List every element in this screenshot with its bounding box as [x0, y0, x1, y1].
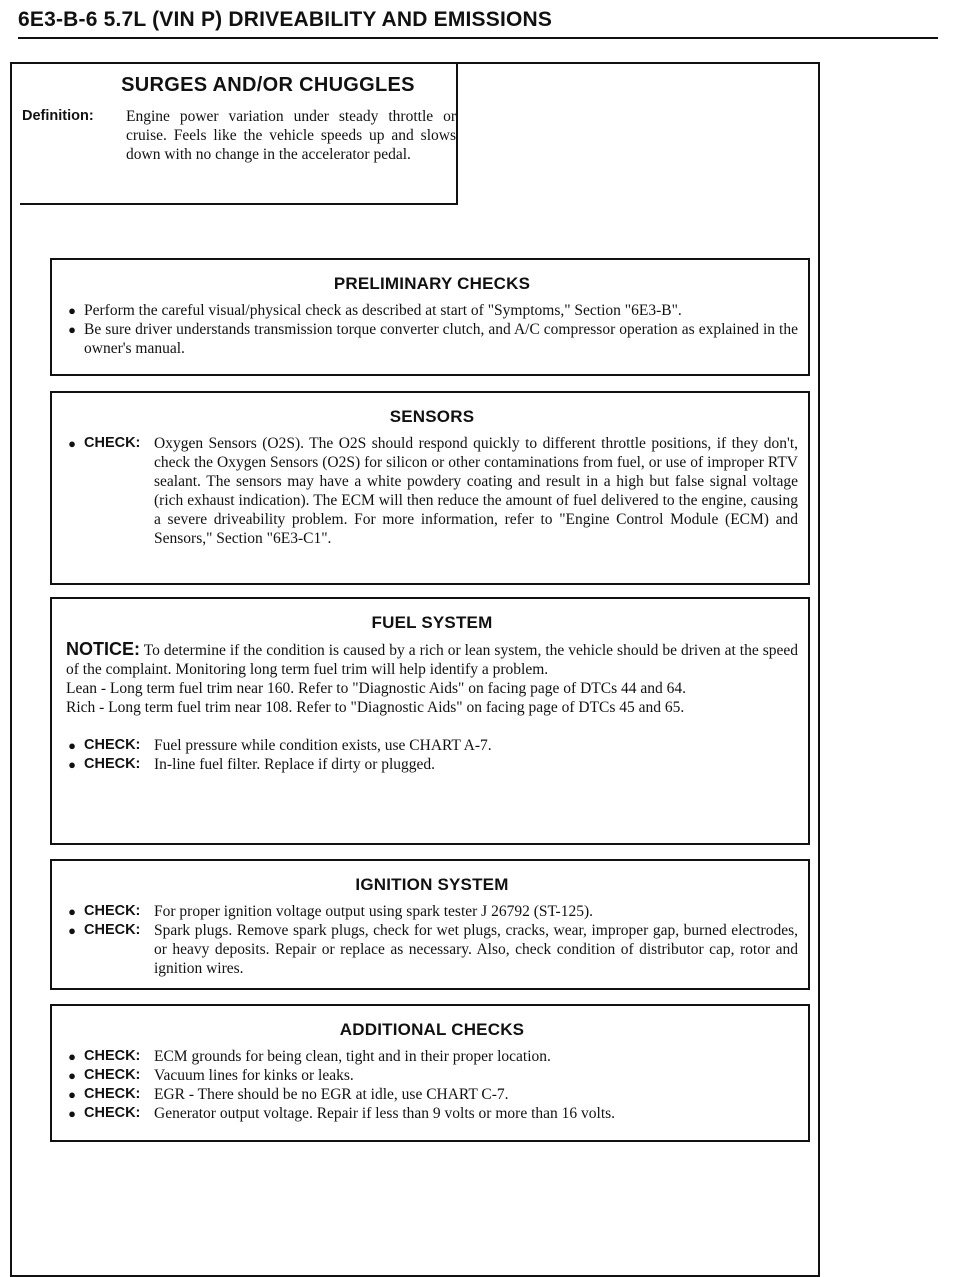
preliminary-item	[60, 320, 798, 358]
spacer	[66, 717, 798, 736]
check-label: CHECK:	[84, 903, 141, 919]
additional-check-text: ECM grounds for being clean, tight and in their proper location.	[154, 1048, 551, 1065]
notice-label: NOTICE:	[66, 639, 140, 659]
preliminary-item-text: Be sure driver understands transmission torque converter clutch, and A/C compressor operation as explained in the owner's manual.	[84, 321, 798, 357]
fuel-check	[60, 755, 798, 774]
fuel-check-text: Fuel pressure while condition exists, use CHART A-7.	[154, 737, 492, 754]
additional-check	[60, 1047, 798, 1066]
definition-row	[20, 107, 456, 164]
lean-paragraph: Lean - Long term fuel trim near 160. Refer to "Diagnostic Aids" on facing page of DTCs 44 and 64.	[66, 680, 687, 697]
check-label: CHECK:	[84, 1048, 141, 1064]
additional-check-text: Generator output voltage. Repair if less than 9 volts or more than 16 volts.	[154, 1105, 616, 1122]
notice-text: To determine if the condition is caused by a rich or lean system, the vehicle should be driven at the speed of the complaint. Monitoring long term fuel trim will help identify a problem.	[66, 642, 798, 678]
bullet-icon: ●	[68, 757, 76, 772]
bullet-icon: ●	[68, 904, 76, 919]
bullet-icon: ●	[68, 1106, 76, 1121]
sensors-title: SENSORS	[389, 407, 475, 426]
bullet-icon: ●	[68, 436, 76, 451]
bullet-icon: ●	[68, 1068, 76, 1083]
additional-check	[60, 1104, 798, 1123]
bullet-icon: ●	[68, 738, 76, 753]
additional-checks-box	[50, 1004, 810, 1142]
bullet-icon: ●	[68, 322, 76, 337]
definition-box	[20, 62, 458, 205]
additional-check	[60, 1085, 798, 1104]
notice-paragraph	[66, 640, 798, 679]
symptom-title: SURGES AND/OR CHUGGLES	[121, 74, 415, 96]
check-label: CHECK:	[84, 1086, 141, 1102]
ignition-system-box	[50, 859, 810, 990]
fuel-system-box	[50, 597, 810, 845]
check-label: CHECK:	[84, 435, 141, 451]
additional-check	[60, 1066, 798, 1085]
bullet-icon: ●	[68, 923, 76, 938]
ignition-check	[60, 921, 798, 978]
ignition-check-text: For proper ignition voltage output using spark tester J 26792 (ST-125).	[154, 903, 593, 920]
preliminary-item	[60, 301, 798, 320]
ignition-system-title: IGNITION SYSTEM	[355, 875, 509, 894]
check-label: CHECK:	[84, 737, 141, 753]
preliminary-item-text: Perform the careful visual/physical check as described at start of "Symptoms," Section "6E3-B".	[84, 302, 682, 319]
additional-checks-title: ADDITIONAL CHECKS	[339, 1020, 525, 1039]
ignition-check	[60, 902, 798, 921]
sensors-box	[50, 391, 810, 585]
fuel-check-text: In-line fuel filter. Replace if dirty or plugged.	[154, 756, 436, 773]
sensors-check-text: Oxygen Sensors (O2S). The O2S should respond quickly to different throttle positions, if they don't, check the Oxygen Sensors (O2S) for silicon or other contaminations from fuel, or use of improper RTV sealant. The sensors may have a white powdery coating and result in a high but false signal voltage (rich exhaust indication). The ECM will then reduce the amount of fuel delivered to the engine, causing a severe driveability problem. For more information, refer to "Engine Control Module (ECM) and Sensors," Section "6E3-C1".	[154, 435, 798, 547]
preliminary-checks-title: PRELIMINARY CHECKS	[333, 274, 531, 293]
rich-paragraph: Rich - Long term fuel trim near 108. Refer to "Diagnostic Aids" on facing page of DTCs 45 and 65.	[66, 699, 685, 716]
additional-check-text: Vacuum lines for kinks or leaks.	[154, 1067, 354, 1084]
ignition-check-text: Spark plugs. Remove spark plugs, check for wet plugs, cracks, wear, improper gap, burned electrodes, or heavy deposits. Repair or replace as necessary. Also, check condition of distributor cap, rotor and ignition wires.	[154, 922, 798, 977]
check-label: CHECK:	[84, 1105, 141, 1121]
bullet-icon: ●	[68, 1087, 76, 1102]
bullet-icon: ●	[68, 1049, 76, 1064]
definition-label: Definition:	[22, 108, 94, 124]
check-label: CHECK:	[84, 922, 141, 938]
preliminary-checks-box	[50, 258, 810, 376]
fuel-system-title: FUEL SYSTEM	[371, 613, 493, 632]
check-label: CHECK:	[84, 1067, 141, 1083]
definition-text: Engine power variation under steady throttle or cruise. Feels like the vehicle speeds up and slows down with no change in the accelerator pedal.	[126, 108, 456, 163]
fuel-check	[60, 736, 798, 755]
sensors-check	[60, 434, 798, 548]
check-label: CHECK:	[84, 756, 141, 772]
bullet-icon: ●	[68, 303, 76, 318]
page-header: 6E3-B-6 5.7L (VIN P) DRIVEABILITY AND EMISSIONS	[18, 8, 938, 39]
additional-check-text: EGR - There should be no EGR at idle, use CHART C-7.	[154, 1086, 509, 1103]
